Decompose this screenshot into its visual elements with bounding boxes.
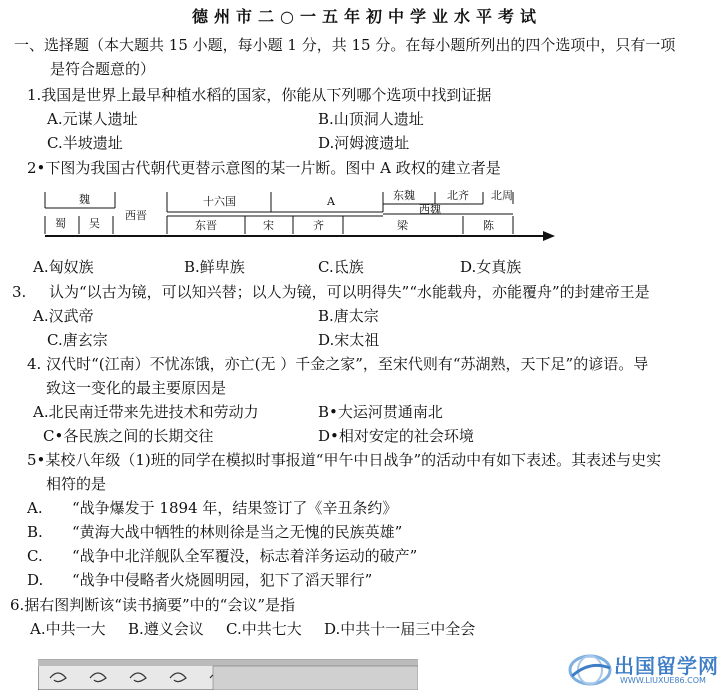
q5-option-b-text[interactable]: “黄海大战中牺牲的林则徐是当之无愧的民族英雄” xyxy=(72,523,403,541)
q5-option-d-text[interactable]: “战争中侵略者火烧圆明园，犯下了滔天罪行” xyxy=(72,571,373,589)
question-2-stem: 2•下图为我国古代朝代更替示意图的某一片断。图中 A 政权的建立者是 xyxy=(27,159,501,177)
timeline-label-a: A xyxy=(327,195,335,208)
q6-option-a[interactable]: A.中共一大 xyxy=(30,620,106,638)
timeline-label-song: 宋 xyxy=(263,219,274,232)
q4-option-b[interactable]: B•大运河贯通南北 xyxy=(318,403,443,421)
timeline-label-liang: 梁 xyxy=(397,219,408,232)
question-3-stem: 认为“以古为镜，可以知兴替；以人为镜，可以明得失”“水能载舟，亦能覆舟”的封建帝王是 xyxy=(49,283,650,301)
q5-option-d-letter[interactable]: D. xyxy=(27,571,44,589)
timeline-label-beizhou: 北周 xyxy=(491,189,513,202)
q5-option-a-text[interactable]: “战争爆发于 1894 年，结果签订了《辛丑条约》 xyxy=(72,499,398,517)
q2-option-a[interactable]: A.匈奴族 xyxy=(33,258,94,276)
q1-option-a[interactable]: A.元谋人遗址 xyxy=(47,110,138,128)
timeline-label-xijin: 西晋 xyxy=(125,209,147,222)
question-6-stem: 6.据右图判断该“读书摘要”中的“会议”是指 xyxy=(10,596,295,614)
timeline-label-shiliuguo: 十六国 xyxy=(203,195,236,208)
q3-option-b[interactable]: B.唐太宗 xyxy=(318,307,379,325)
watermark-url: WWW.LIUXUE86.COM xyxy=(620,676,706,685)
q3-option-a[interactable]: A.汉武帝 xyxy=(33,307,94,325)
timeline-label-shu: 蜀 xyxy=(55,217,66,230)
section-heading: 一、选择题（本大题共 15 小题，每小题 1 分，共 15 分。在每小题所列出的四个选项中，只有一项 xyxy=(14,36,676,54)
q2-option-d[interactable]: D.女真族 xyxy=(460,258,522,276)
q6-option-d[interactable]: D.中共十一届三中全会 xyxy=(324,620,476,638)
q3-option-d[interactable]: D.宋太祖 xyxy=(318,331,380,349)
q2-option-b[interactable]: B.鲜卑族 xyxy=(184,258,245,276)
timeline-label-beiqi: 北齐 xyxy=(447,189,469,202)
question-5-stem: 5•某校八年级（1)班的同学在模拟时事报道“甲午中日战争”的活动中有如下表述。其表述与史实 xyxy=(27,451,662,469)
dynasty-timeline-figure xyxy=(43,186,555,248)
q1-option-c[interactable]: C.半坡遗址 xyxy=(47,134,123,152)
timeline-label-dongwei: 东魏 xyxy=(393,189,415,202)
conference-image-strip xyxy=(38,656,418,690)
q4-option-c[interactable]: C•各民族之间的长期交往 xyxy=(43,427,214,445)
q5-option-c-text[interactable]: “战争中北洋舰队全军覆没，标志着洋务运动的破产” xyxy=(72,547,418,565)
q4-option-d[interactable]: D•相对安定的社会环境 xyxy=(318,427,474,445)
globe-logo-icon xyxy=(566,652,612,688)
site-watermark xyxy=(566,650,726,690)
exam-title: 德州市二○一五年初中学业水平考试 xyxy=(192,7,542,26)
scroll-border-graphic xyxy=(38,656,418,690)
timeline-label-qi: 齐 xyxy=(313,219,324,232)
timeline-label-wu: 吴 xyxy=(89,217,100,230)
q3-option-c[interactable]: C.唐玄宗 xyxy=(47,331,108,349)
timeline-label-wei: 魏 xyxy=(79,193,90,206)
q5-option-b-letter[interactable]: B. xyxy=(27,523,43,541)
timeline-label-dongjin: 东晋 xyxy=(195,219,217,232)
timeline-label-chen: 陈 xyxy=(483,219,494,232)
q1-option-b[interactable]: B.山顶洞人遗址 xyxy=(318,110,424,128)
question-3-number: 3. xyxy=(12,283,27,301)
question-4-stem: 4. 汉代时“(江南）不忧冻饿，亦亡(无 ）千金之家”，至宋代则有“苏湖熟，天下足”的谚语。导 xyxy=(27,355,649,373)
section-heading-cont: 是符合题意的） xyxy=(50,60,156,78)
q4-option-a[interactable]: A.北民南迁带来先进技术和劳动力 xyxy=(33,403,259,421)
q6-option-c[interactable]: C.中共七大 xyxy=(226,620,302,638)
question-5-stem-cont: 相符的是 xyxy=(46,475,107,493)
q1-option-d[interactable]: D.河姆渡遗址 xyxy=(318,134,410,152)
q5-option-a-letter[interactable]: A. xyxy=(27,499,43,517)
timeline-label-xiwei: 西魏 xyxy=(419,203,441,216)
q6-option-b[interactable]: B.遵义会议 xyxy=(128,620,204,638)
question-4-stem-cont: 致这一变化的最主要原因是 xyxy=(46,379,227,397)
timeline-svg xyxy=(43,186,555,248)
watermark-title: 出国留学网 xyxy=(614,654,719,678)
question-1-stem: 1.我国是世界上最早种植水稻的国家，你能从下列哪个选项中找到证据 xyxy=(27,86,492,104)
q5-option-c-letter[interactable]: C. xyxy=(27,547,43,565)
q2-option-c[interactable]: C.氐族 xyxy=(318,258,364,276)
